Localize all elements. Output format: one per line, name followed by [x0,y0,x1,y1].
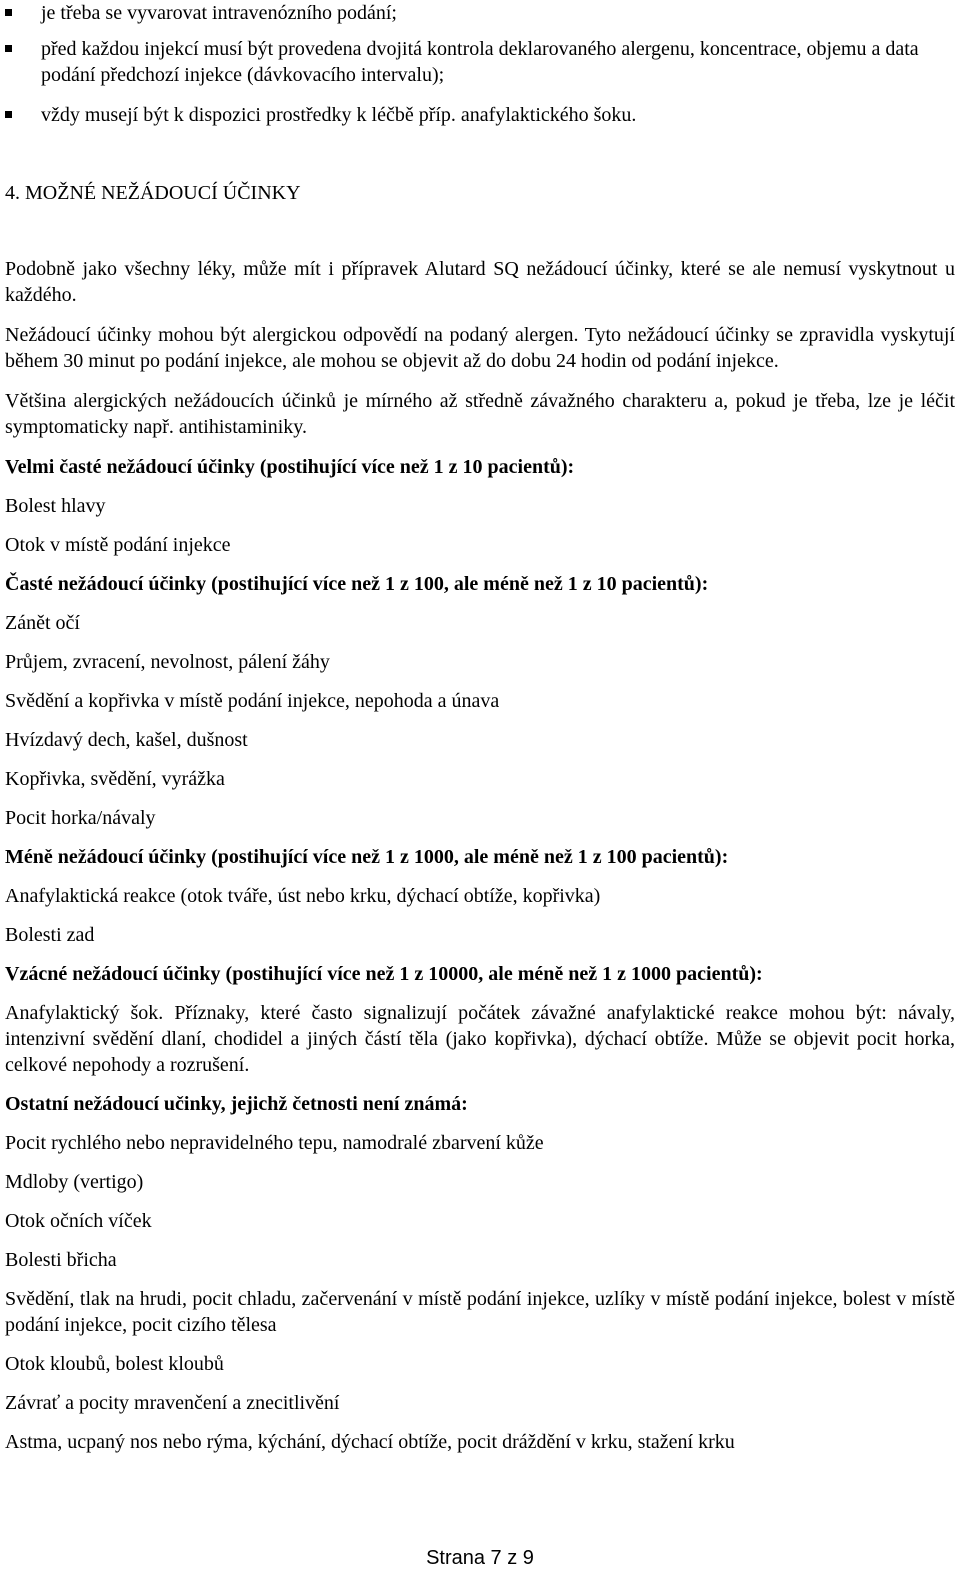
side-effect-item: Zánět očí [5,612,80,634]
side-effect-item: Závrať a pocity mravenčení a znecitlivění [5,1392,340,1414]
side-effect-item: Hvízdavý dech, kašel, dušnost [5,729,248,751]
section-heading: 4. MOŽNÉ NEŽÁDOUCÍ ÚČINKY [5,182,301,204]
side-effect-item: Anafylaktická reakce (otok tváře, úst nebo krku, dýchací obtíže, kopřivka) [5,885,601,907]
side-effect-item: Svědění a kopřivka v místě podání injekce, nepohoda a únava [5,690,500,712]
frequency-heading: Méně nežádoucí účinky (postihující více než 1 z 1000, ale méně než 1 z 100 pacientů): [5,846,729,868]
side-effect-item: Otok v místě podání injekce [5,534,231,556]
side-effect-item: Pocit rychlého nebo nepravidelného tepu, namodralé zbarvení kůže [5,1132,544,1154]
list-item: vždy musejí být k dispozici prostředky k léčbě příp. anafylaktického šoku. [5,102,955,128]
page-number: Strana 7 z 9 [426,1547,534,1569]
frequency-heading: Velmi časté nežádoucí účinky (postihující více než 1 z 10 pacientů): [5,456,575,478]
side-effect-item: Astma, ucpaný nos nebo rýma, kýchání, dýchací obtíže, pocit dráždění v krku, stažení krku [5,1431,735,1453]
frequency-heading: Ostatní nežádoucí učinky, jejichž četnosti není známá: [5,1093,468,1115]
frequency-heading: Časté nežádoucí účinky (postihující více než 1 z 100, ale méně než 1 z 10 pacientů): [5,573,709,595]
frequency-heading: Vzácné nežádoucí účinky (postihující více než 1 z 10000, ale méně než 1 z 1000 pacientů): [5,963,763,985]
paragraph: Podobně jako všechny léky, může mít i přípravek Alutard SQ nežádoucí účinky, které se ale nemusí vyskytnout u každého. [5,258,955,306]
paragraph: Nežádoucí účinky mohou být alergickou odpovědí na podaný alergen. Tyto nežádoucí účinky se zpravidla vyskytují během 30 minut po podání injekce, ale mohou se objevit až do dobu 24 hodin od podání injekce. [5,324,955,372]
side-effect-item: Anafylaktický šok. Příznaky, které často signalizují počátek závažné anafylaktické reakce mohou být: návaly, intenzivní svědění dlaní, chodidel a jiných částí těla (jako kopřivka), dýchací obtíže. Může se objevit pocit horka, celkové nepohody a rozrušení. [5,1002,955,1076]
side-effect-item: Svědění, tlak na hrudi, pocit chladu, začervenání v místě podání injekce, uzlíky v místě podání injekce, bolest v místě podání injekce, pocit cizího tělesa [5,1288,955,1336]
side-effect-item: Průjem, zvracení, nevolnost, pálení žáhy [5,651,330,673]
side-effect-item: Mdloby (vertigo) [5,1171,144,1193]
side-effect-item: Bolesti břicha [5,1249,117,1271]
side-effect-item: Kopřivka, svědění, vyrážka [5,768,225,790]
paragraph: Většina alergických nežádoucích účinků je mírného až středně závažného charakteru a, pokud je třeba, lze je léčit symptomaticky např. antihistaminiky. [5,390,955,438]
side-effect-item: Pocit horka/návaly [5,807,156,829]
list-item: je třeba se vyvarovat intravenózního podání; [5,0,955,26]
side-effect-item: Otok kloubů, bolest kloubů [5,1353,224,1375]
list-item: před každou injekcí musí být provedena dvojitá kontrola deklarovaného alergenu, koncentrace, objemu a data podání předchozí injekce (dávkovacího intervalu); [5,36,955,88]
side-effect-item: Bolest hlavy [5,495,106,517]
precautions-list [5,0,955,128]
side-effect-item: Bolesti zad [5,924,95,946]
document-page [5,0,955,1455]
side-effect-item: Otok očních víček [5,1210,152,1232]
